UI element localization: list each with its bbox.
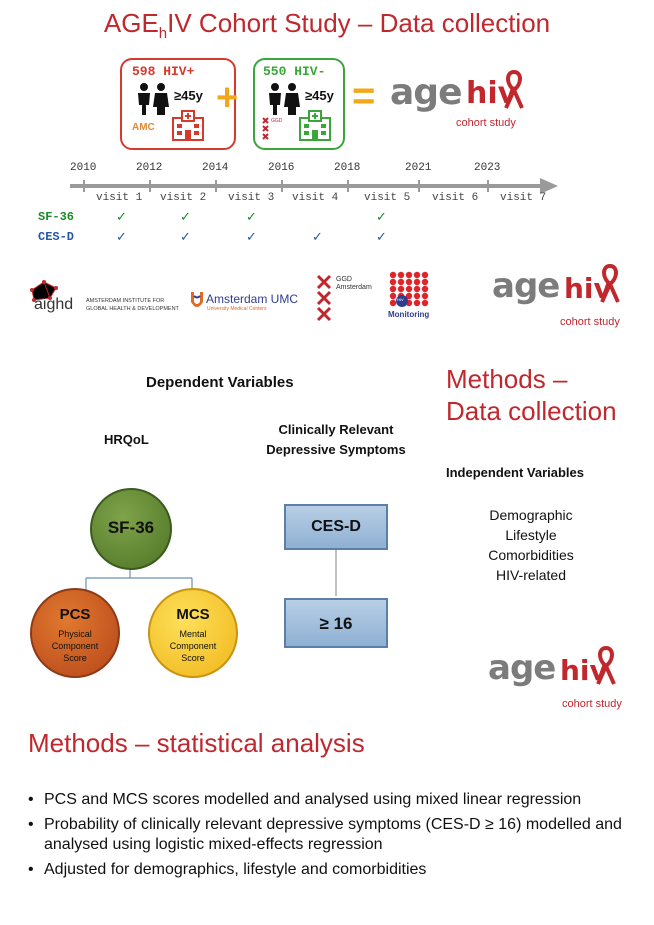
- check-icon: ✓: [376, 229, 387, 244]
- stats-bullet-item: [28, 815, 628, 855]
- check-icon: ✓: [116, 229, 127, 244]
- independent-variable-item: Demographic: [489, 507, 573, 523]
- aighd-wordmark: aighd: [34, 296, 74, 313]
- ribbon-icon: [502, 70, 526, 110]
- amsterdam-umc-subtitle: University Medical Centers: [207, 306, 267, 312]
- amsterdam-umc-icon: [190, 290, 204, 310]
- hiv-badge: HIV: [397, 297, 404, 302]
- logo-age-text: age: [492, 266, 560, 306]
- mcs-sublabel: Mental Component Score: [169, 629, 217, 663]
- stats-bullet-text: Adjusted for demographics, lifestyle and comorbidities: [44, 861, 427, 878]
- sf36-label: SF-36: [107, 518, 155, 537]
- methods-data-heading-1: Methods –: [446, 364, 568, 394]
- crds-title: Clinically Relevant Depressive Symptoms: [266, 422, 406, 457]
- ribbon-icon: [594, 646, 618, 686]
- plus-sign: +: [216, 77, 239, 119]
- timeline-year: 2014: [202, 162, 229, 174]
- ggd-wordmark: GGD: [336, 276, 352, 283]
- amc-label: AMC: [132, 122, 155, 133]
- logo-hiv-text: hiv: [560, 654, 608, 687]
- independent-variable-item: HIV-related: [495, 567, 567, 583]
- equals-sign: =: [352, 74, 376, 118]
- timeline-visit: visit 6: [432, 192, 479, 204]
- svg-text:GGD: GGD: [271, 118, 283, 124]
- stats-bullet-text: PCS and MCS scores modelled and analysed using mixed linear regression: [44, 791, 582, 808]
- check-icon: ✓: [246, 229, 257, 244]
- title-subscript: h: [158, 25, 168, 43]
- stats-bullet-item: [28, 790, 628, 810]
- pcs-label: PCS: [59, 606, 91, 623]
- logo-cohort-study: cohort study: [456, 117, 516, 129]
- ribbon-icon: [598, 264, 622, 304]
- stats-heading: Methods – statistical analysis: [28, 728, 365, 758]
- measure-label: CES-D: [38, 230, 75, 244]
- check-icon: ✓: [180, 209, 191, 224]
- timeline-visit: visit 3: [228, 192, 275, 204]
- aighd-description-2: GLOBAL HEALTH & DEVELOPMENT: [86, 306, 179, 312]
- timeline-year: 2016: [268, 162, 295, 174]
- check-icon: ✓: [312, 229, 323, 244]
- timeline: [0, 158, 654, 248]
- logo-hiv-text: hiv: [564, 272, 612, 305]
- threshold-label: ≥ 16: [319, 614, 353, 633]
- timeline-year: 2021: [405, 162, 432, 174]
- logo-cohort-study: cohort study: [560, 316, 620, 328]
- agehiv-logo-2: [492, 266, 642, 330]
- logo-age-text: age: [390, 72, 462, 113]
- check-icon: ✓: [376, 209, 387, 224]
- hiv-negative-label: 550 HIV-: [263, 64, 326, 79]
- methods-data-heading-2: Data collection: [446, 396, 617, 426]
- title-prefix: AGE: [103, 8, 159, 38]
- timeline-visit: visit 5: [364, 192, 411, 204]
- timeline-visit: visit 1: [96, 192, 143, 204]
- title-suffix: IV Cohort Study – Data collection: [167, 8, 551, 38]
- timeline-year: 2012: [136, 162, 163, 174]
- agehiv-logo-3: [488, 648, 638, 712]
- pcs-node: [30, 588, 120, 678]
- check-icon: ✓: [180, 229, 191, 244]
- agehiv-logo: [390, 74, 540, 134]
- logo-cohort-study: cohort study: [562, 698, 622, 710]
- dependent-variables-title: Dependent Variables: [146, 374, 294, 391]
- independent-variable-item: Comorbidities: [488, 547, 574, 563]
- stats-bullet-list: [28, 790, 628, 885]
- cesd-node: [284, 504, 388, 550]
- ggd-subtitle: Amsterdam: [336, 284, 372, 291]
- independent-variable-item: Lifestyle: [505, 527, 557, 543]
- stats-bullet-item: [28, 860, 628, 880]
- measure-label: SF-36: [38, 210, 75, 224]
- check-icon: ✓: [246, 209, 257, 224]
- logo-age-text: age: [488, 648, 556, 688]
- hospital-icon: [170, 110, 206, 142]
- hiv-monitoring-icon: [388, 270, 430, 310]
- bullet-icon: •: [28, 816, 34, 833]
- threshold-node: [284, 598, 388, 648]
- hrqol-label: HRQoL: [104, 432, 149, 447]
- hiv-positive-label: 598 HIV+: [132, 64, 195, 79]
- stats-bullet-text: Probability of clinically relevant depressive symptoms (CES-D ≥ 16) modelled and analysed using logistic mixed-effects regression: [44, 816, 622, 853]
- ggd-logo-icon: [261, 116, 283, 142]
- logo-hiv-text: hiv: [466, 76, 518, 111]
- cesd-label: CES-D: [311, 518, 361, 535]
- hiv-positive-age: ≥45y: [174, 88, 203, 103]
- amsterdam-umc-wordmark: Amsterdam UMC: [206, 292, 299, 306]
- timeline-visit: visit 2: [160, 192, 207, 204]
- timeline-visit: visit 7: [500, 192, 547, 204]
- aighd-description-1: AMSTERDAM INSTITUTE FOR: [86, 298, 165, 304]
- independent-variables-list: [446, 505, 616, 585]
- page-title: [0, 8, 654, 42]
- pcs-sublabel: Physical Component Score: [51, 629, 99, 663]
- bullet-icon: •: [28, 791, 34, 808]
- mcs-label: MCS: [176, 606, 210, 623]
- timeline-year: 2023: [474, 162, 501, 174]
- check-icon: ✓: [116, 209, 127, 224]
- sf36-node: [90, 488, 172, 570]
- timeline-year: 2010: [70, 162, 97, 174]
- hiv-negative-age: ≥45y: [305, 88, 334, 103]
- ggd-crosses-icon: [316, 274, 332, 322]
- timeline-visit: visit 4: [292, 192, 339, 204]
- mcs-node: [148, 588, 238, 678]
- hiv-monitoring-wordmark: Monitoring: [388, 310, 430, 319]
- bullet-icon: •: [28, 861, 34, 878]
- people-icon: [134, 82, 172, 116]
- hiv-negative-box: [253, 58, 345, 150]
- partner-logos: [0, 266, 654, 328]
- independent-variables-title: Independent Variables: [446, 465, 584, 480]
- timeline-year: 2018: [334, 162, 361, 174]
- hospital-icon: [297, 110, 333, 142]
